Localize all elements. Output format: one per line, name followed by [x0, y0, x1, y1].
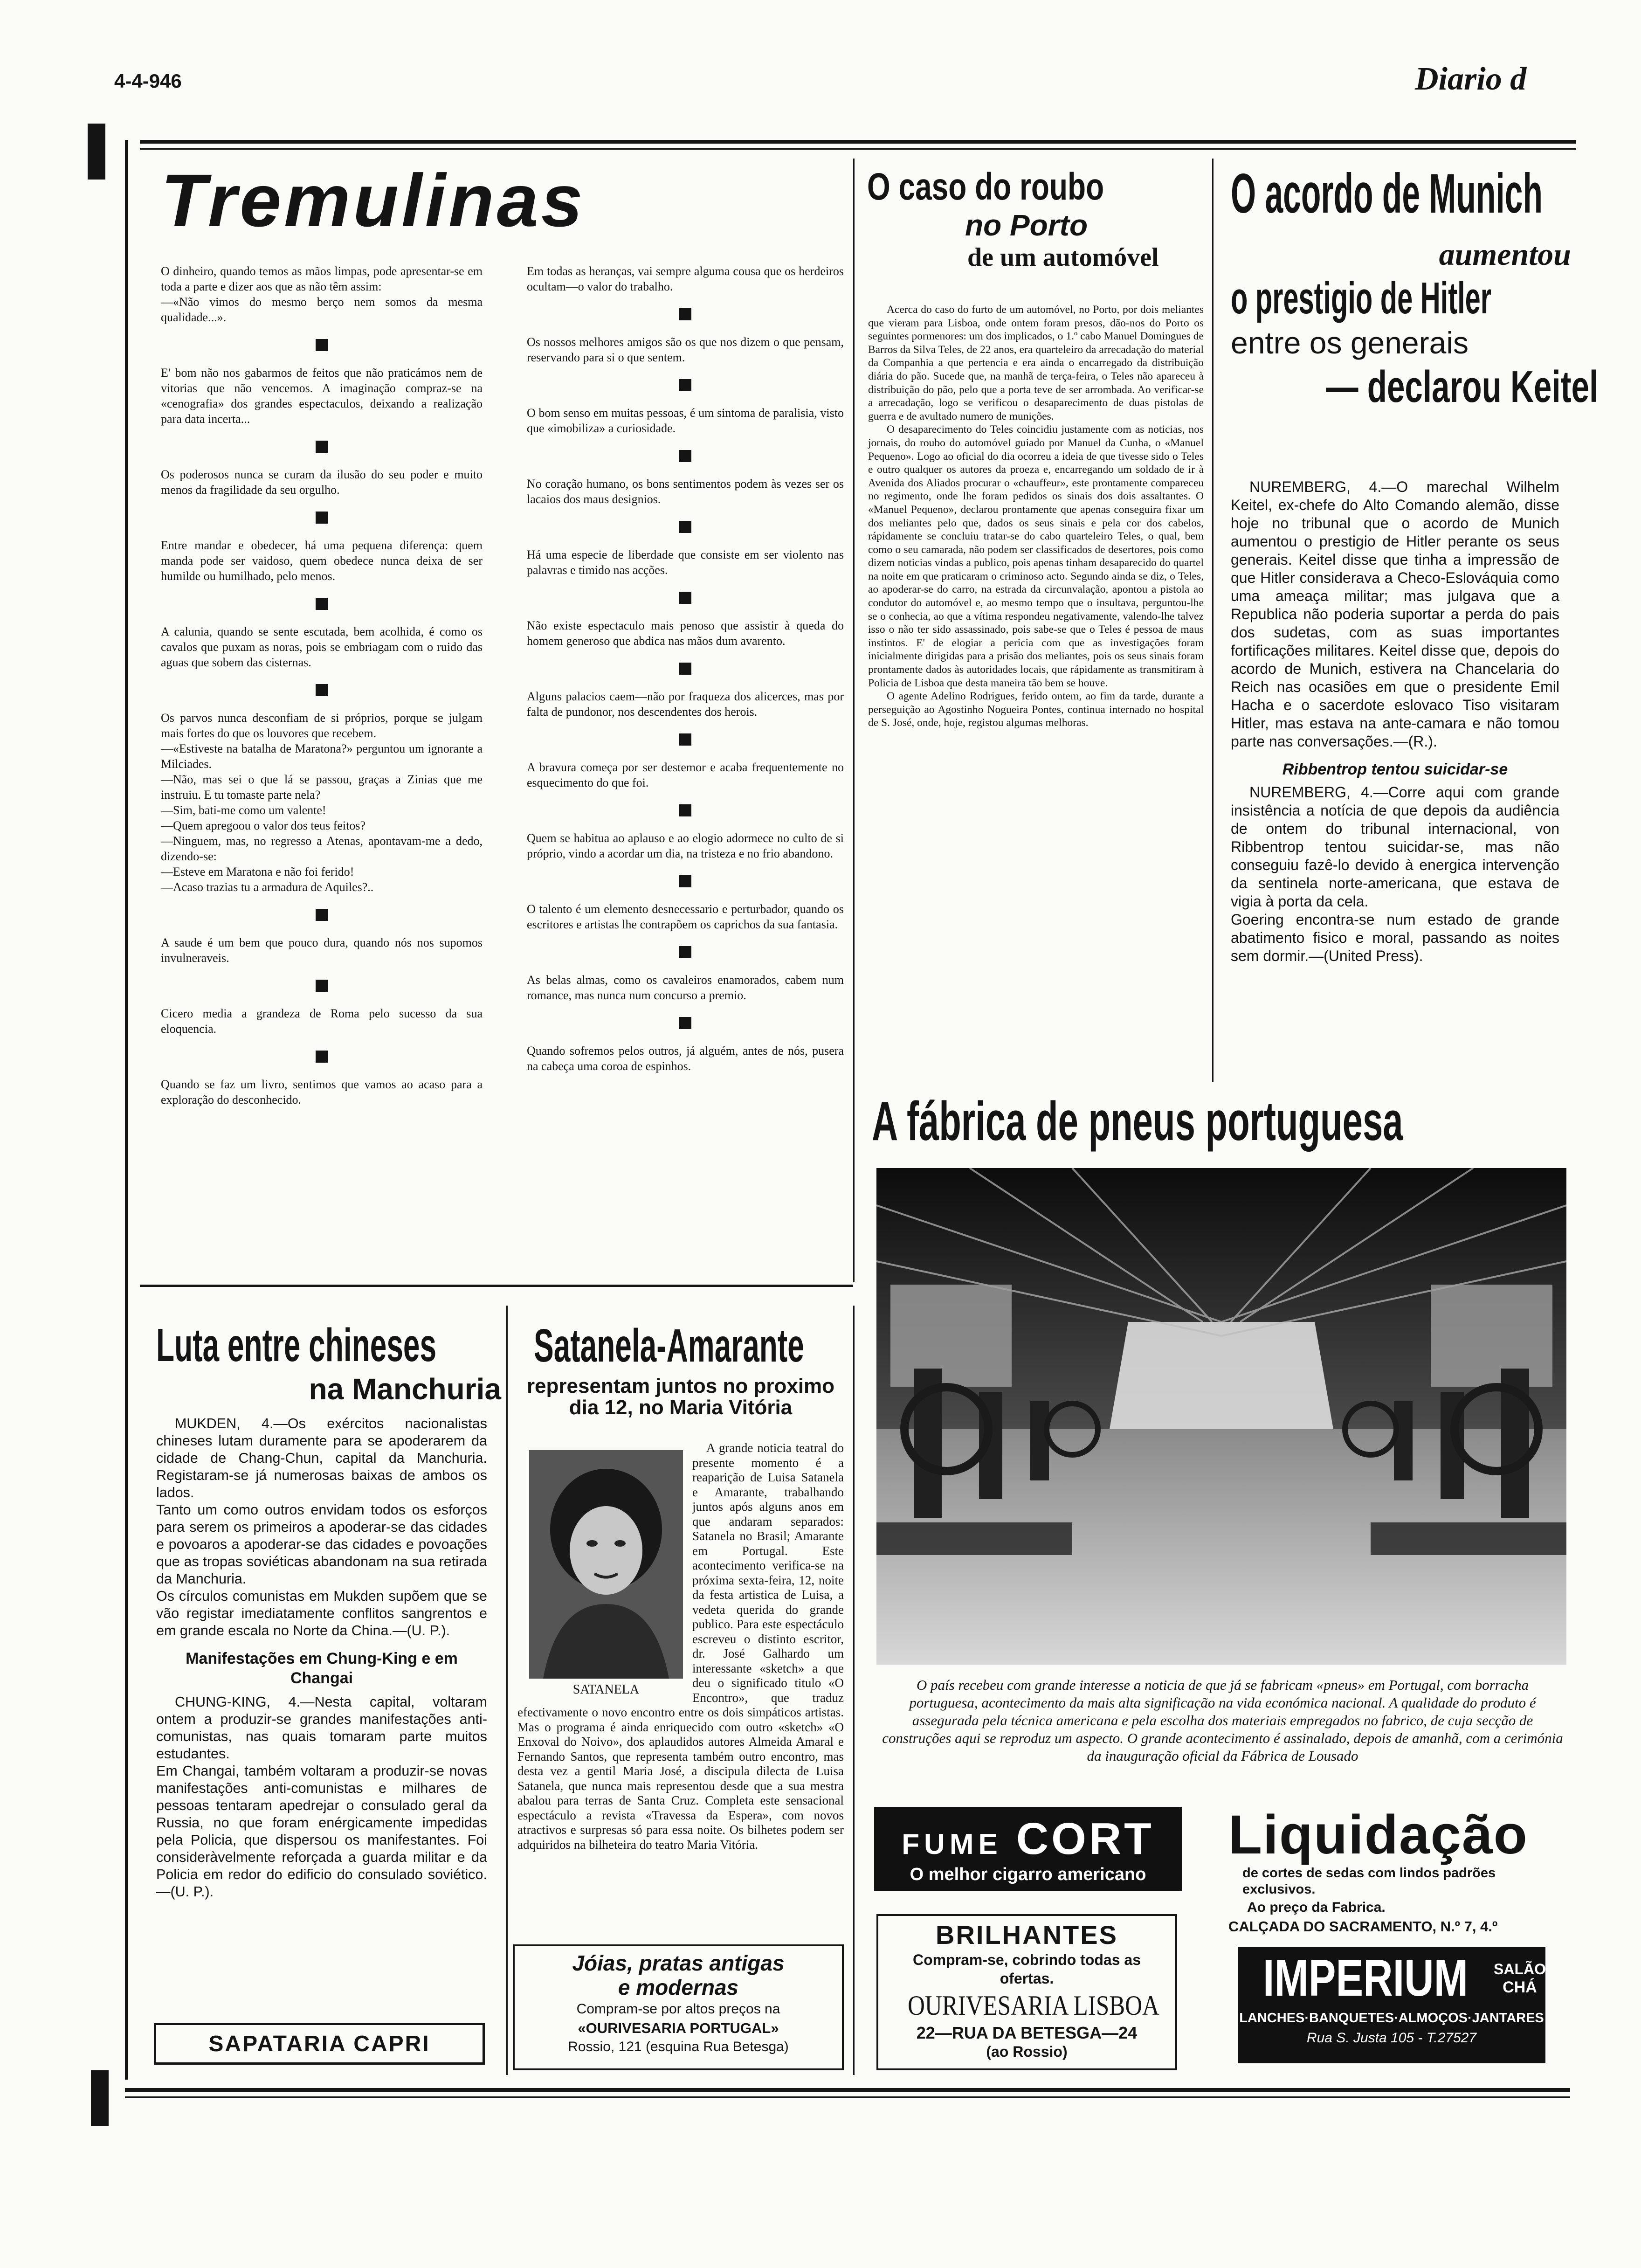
cort-ad — [874, 1807, 1182, 1891]
aphorism: Os poderosos nunca se curam da ilusão do seu poder e muito menos da fragilidade da seu orgulho. — [161, 468, 483, 497]
aphorism: Alguns palacios caem—não por fraqueza dos alicerces, mas por falta de pundonor, nos descendentes dos herois. — [527, 690, 844, 719]
aphorism: Entre mandar e obedecer, há uma pequena diferença: quem manda pode ser vaidoso, quem obedece nunca deixa de ser humilde ou humilhado, pelo menos. — [161, 539, 483, 583]
joias-line3: Compram-se por altos preços na — [576, 2001, 780, 2017]
factory-photo-caption: O país recebeu com grande interesse a noticia de que já se fabricam «pneus» em Portugal, com borracha portuguesa, acontecimento da mais alta significação na vida económica nacional. A qualidade do produto é assegurada pela técnica americana e pela escolha dos materiais empregados no fabrico, de cuja secção de construções aqui se reproduz um aspecto. O grande acontecimento é assinalado, depois de amanhã, com a cerimónia da inauguração oficial da Fábrica de Lousado — [882, 1677, 1563, 1764]
brilhantes-line1: Compram-se, cobrindo todas as ofertas. — [913, 1951, 1141, 1987]
aphorism: Cicero media a grandeza de Roma pelo sucesso da sua eloquencia. — [161, 1007, 483, 1036]
bullet-separator — [316, 684, 328, 696]
imperium-services: LANCHES·BANQUETES·ALMOÇOS·JANTARES — [1239, 2011, 1544, 2026]
munich-title-line3: o prestigio de Hitler — [1231, 273, 1491, 323]
aphorism: E' bom não nos gabarmos de feitos que não praticámos nem de vitorias que não vencemos. A imaginação compraz-se na «cenografia» dos grandes espectaculos, deixando a realização para data incerta... — [161, 366, 483, 426]
masthead: Diario d — [1415, 61, 1527, 97]
column-rule-4 — [853, 1306, 855, 2075]
bullet-separator — [679, 804, 691, 816]
satanela-article — [517, 1441, 844, 1852]
aphorism: Há uma especie de liberdade que consiste em ser violento nas palavras e timido nas acções. — [527, 548, 844, 577]
imperium-address: Rua S. Justa 105 - T.27527 — [1306, 2030, 1477, 2046]
satanela-headline — [517, 1320, 844, 1418]
bullet-separator — [679, 663, 691, 675]
munich-title-line4: entre os generais — [1231, 325, 1469, 360]
liquidacao-line1: de cortes de sedas com lindos padrões exclusivos. — [1242, 1866, 1496, 1897]
bullet-separator — [316, 441, 328, 453]
imperium-salao-cha — [1494, 1960, 1546, 1997]
tremulinas-right-column — [527, 263, 844, 1074]
aphorism: Quando se faz um livro, sentimos que vamos ao acaso para a exploração do desconhecido. — [161, 1078, 483, 1106]
roubo-paragraph: O desaparecimento do Teles coincidiu justamente com as noticias, nos jornais, do roubo do automóvel guiado por Manuel da Cunha, o «Manuel Pequeno». Logo ao oficial do dia ocorreu a ideia de que tivesse sido o Teles e outro qualquer os autores da proeza e, encarregando um soldado de ir à Avenida dos Aliados procurar o «chauffeur», este prontamente compareceu no regimento, onde lhe foram pedidos os sinais dos dois assaltantes. O «Manuel Pequeno», declarou prontamente que apenas conseguira fixar um dos meliantes pelo que, dados os seus sinais e pela cor dos cabelos, rápidamente se concluiu tratar-se do cabo quarteleiro Teles, o qual, bem como o seu camarada, não podem ser classificados de desertores, pois como dizem noticias vindas a publico, pois apenas tinham desaparecido do quartel na noite em que praticaram o criminoso acto. Segundo ainda se diz, o Teles, ao apoderar-se do carro, na estrada da circunvalação, apontou a pistola ao condutor do automóvel e, ao mesmo tempo que o insultava, perguntou-lhe se o conhecia, ao que a vítima respondeu negativamente, valendo-lhe talvez isso o não ter sido assassinado, pois sabe-se que o Teles é pessoa de maus instintos. E' de elogiar a pericia com que as investigações foram inicialmente dirigidas para a prisão dos meliantes, pois os seus sinais foram prontamente dados às autoridades locais, que rápidamente as transmitiram à Policia de Lisboa que desta maneira tão bem se houve. — [868, 423, 1204, 689]
liquidacao-ad — [1228, 1805, 1564, 1936]
top-rule — [140, 140, 1576, 144]
capri-ad — [154, 2023, 485, 2065]
aphorism: —«Não vimos do mesmo berço nem somos da mesma qualidade...». — [161, 295, 483, 324]
aphorism: A calunia, quando se sente escutada, bem acolhida, é como os cavalos que puxam as noras, pois se embriagam com o ruido das aguas que sobem das cisternas. — [161, 625, 483, 669]
factory-photo — [876, 1168, 1566, 1665]
cort-brand: CORT — [1016, 1814, 1154, 1864]
bullet-separator — [679, 946, 691, 958]
aphorism: O dinheiro, quando temos as mãos limpas, pode apresentar-se em toda a parte e dizer aos que as não têm assim: — [161, 264, 483, 293]
munich-title-line1: O acordo de Munich — [1231, 162, 1543, 225]
column-rule-1 — [853, 159, 855, 1282]
imperium-top — [1238, 1950, 1545, 2007]
bullet-separator — [679, 1017, 691, 1029]
capri-ad-text: SAPATARIA CAPRI — [208, 2031, 430, 2056]
satanela-paragraph: A grande noticia teatral do presente momento é a reaparição de Luisa Satanela e Amarante, trabalhando juntos após alguns anos em que andaram separados: Satanela no Brasil; Amarante em Portugal. Este acontecimento verifica-se na próxima sexta-feira, 12, noite da festa artistica de Luisa, a vedeta querida do grande publico. Para este espectáculo escreveu o distinto escritor, dr. José Galhardo um interessante «sketch» a que deu o significado titulo «O Encontro», que traduz efectivamente o novo encontro entre os dois simpáticos artistas. Mas o programa é ainda enriquecido com outro «sketch» «O Enxoval do Noivo», dos aplaudidos autores Almeida Amaral e Fernando Santos, que representa também outro encontro, mas desta vez a gentil Maria José, a discipula dilecta de Luisa Satanela, que nunca mais representou desde que a sua mestra abalou para terras de Santa Cruz. Completa este sensacional espectáculo a revista «Travessa da Espera», com novos atractivos e surpresas só para essa noite. Os bilhetes podem ser adquiridos na bilheteira do teatro Maria Vitória. — [517, 1441, 844, 1852]
aphorism: Os parvos nunca desconfiam de si próprios, porque se julgam mais fortes do que os louvores que recebem. —«Estiveste na batalha de Maratona?» perguntou um ignorante a Milciades. —Não, mas sei o que lá se passou, graças a Zinias que me instruiu. E tu tomaste parte nela? —Sim, bati-me como um valente! —Quem apregoou o valor dos teus feitos? —Ninguem, mas, no regresso a Atenas, apontavam-me a dedo, dizendo-se: —Esteve em Maratona e não foi ferido! —Acaso trazias tu a armadura de Aquiles?.. — [161, 711, 483, 894]
bullet-separator — [679, 308, 691, 320]
bullet-separator — [679, 875, 691, 887]
roubo-paragraph: Acerca do caso do furto de um automóvel, no Porto, por dois meliantes que vieram para Lisboa, onde ontem foram presos, dão-nos do Porto os seguintes pormenores: um dos implicados, o 1.º cabo Manuel Domingues de Barros da Silva Teles, de 22 anos, era quarteleiro da arrecadação do material da Companhia a que pertencia e era ainda o encarregado da distribuição diária do pão. Sucede que, na manhã de terça-feira, o Teles não apareceu à distribuição do pão, pelo que a porta teve de ser arrombada. Ao verificar-se a arrecadação, logo se verificou o desaparecimento de duas pistolas de guerra e de avultado numero de munições. — [868, 304, 1204, 422]
aphorism: O bom senso em muitas pessoas, é um sintoma de paralisia, visto que «imobiliza» a curiosidade. — [527, 406, 844, 435]
satanela-subtitle: representam juntos no proximo dia 12, no Maria Vitória — [526, 1375, 835, 1419]
liquidacao-line2: Ao preço da Fabrica. — [1247, 1900, 1386, 1915]
luta-title-line2: na Manchuria — [309, 1372, 501, 1406]
brilhantes-ad — [876, 1914, 1177, 2070]
imperium-ad — [1238, 1947, 1545, 2063]
joias-line5: Rossio, 121 (esquina Rua Betesga) — [568, 2039, 789, 2054]
aphorism: No coração humano, os bons sentimentos podem às vezes ser os lacaios dos maus designios. — [527, 477, 844, 506]
bullet-separator — [679, 379, 691, 391]
luta-subhead: Manifestações em Chung-King e em Changai — [186, 1650, 458, 1687]
roubo-headline — [867, 166, 1203, 273]
left-rule — [125, 140, 128, 2080]
tremulinas-title: Tremulinas — [161, 159, 586, 242]
liquidacao-line3: CALÇADA DO SACRAMENTO, N.º 7, 4.º — [1228, 1918, 1498, 1935]
aphorism: A bravura começa por ser destemor e acaba frequentemente no esquecimento do que foi. — [527, 761, 844, 789]
aphorism: A saude é um bem que pouco dura, quando nós nos supomos invulneraveis. — [161, 936, 483, 965]
brilhantes-note: (ao Rossio) — [986, 2043, 1068, 2060]
cort-tagline: O melhor cigarro americano — [910, 1865, 1146, 1884]
roubo-article — [868, 303, 1204, 730]
bullet-separator — [679, 450, 691, 462]
roubo-paragraph: O agente Adelino Rodrigues, ferido ontem, ao fim da tarde, durante a perseguição ao Agostinho Nogueira Pontes, continua internado no hospital de S. José, onde, hoje, registou algumas melhoras. — [868, 690, 1204, 729]
aphorism: O talento é um elemento desnecessario e perturbador, quando os escritores e artistas lhe contrapõem os caprichos da sua fantasia. — [527, 902, 844, 931]
bottom-rule-thin — [125, 2096, 1570, 2098]
imperium-salao: SALÃO — [1494, 1961, 1546, 1978]
joias-line4: «OURIVESARIA PORTUGAL» — [578, 2020, 779, 2036]
munich-headline — [1231, 161, 1599, 413]
imperium-name: IMPERIUM — [1263, 1950, 1468, 2007]
satanela-title: Satanela-Amarante — [534, 1320, 804, 1372]
aphorism: Em todas as heranças, vai sempre alguma cousa que os herdeiros ocultam—o valor do trabalho. — [527, 264, 844, 293]
bullet-separator — [316, 980, 328, 992]
munich-paragraph: NUREMBERG, 4.—O marechal Wilhelm Keitel, ex-chefe do Alto Comando alemão, disse hoje no tribunal que o acordo de Munich aumentou o prestigio de Hitler perante os seus generais. Keitel disse que tinha a impressão de que Hitler considerava a Checo-Eslováquia como uma ameaça militar; mas julgava que a Republica não poderia suportar a perda do pais dos sudetas, com as suas importantes fortificações militares. Keitel disse que, depois do acordo de Munich, estivera na Chancelaria do Reich nas ocasiões em que o presidente Emil Hacha e o sacerdote eslovaco Tiso visitaram Hitler, mas estava na ante-camara e não tomou parte nas conversações.—(R.). — [1231, 478, 1559, 750]
munich-title-line2: aumentou — [1439, 236, 1571, 272]
joias-line1: Jóias, pratas antigas — [572, 1951, 785, 1975]
photo-float-space — [517, 1441, 692, 1702]
aphorism: Quando sofremos pelos outros, já alguém, antes de nós, pusera na cabeça uma coroa de espinhos. — [527, 1044, 844, 1073]
munich-paragraph: NUREMBERG, 4.—Corre aqui com grande insistência a notícia de que depois da audiência de ontem do tribunal internacional, von Ribbentrop tentou suicidar-se, mas não conseguiu fazê-lo devido à energica intervenção da sentinela norte-americana, que estava de vigia à porta da cela. Goering encontra-se num estado de grande abatimento fisico e moral, passando as noites sem dormir.—(United Press). — [1231, 784, 1559, 964]
bullet-separator — [316, 512, 328, 524]
bullet-separator — [316, 909, 328, 921]
joias-line2: e modernas — [618, 1975, 739, 1999]
satanela-photo-caption: SATANELA — [572, 1682, 640, 1697]
left-thick-bar-bottom — [91, 2070, 109, 2126]
horizontal-rule-mid — [140, 1285, 853, 1287]
luta-paragraph: MUKDEN, 4.—Os exércitos nacionalistas chineses lutam duramente para se apoderarem da cidade de Chang-Chun, capital da Manchuria. Registaram-se já numerosas baixas de ambos os lados. Tanto um como outros envidam todos os esforços para serem os primeiros a apoderar-se das cidades e povoaros a apoderar-se das cidades e povoações que as tropas soviéticas abandonam na sua retirada da Manchuria. Os círculos comunistas em Mukden supõem que se vão registar imediatamente conflitos sangrentos e em grande escala no Norte da China.—(U. P.). — [156, 1416, 487, 1639]
bullet-separator — [679, 521, 691, 533]
munich-article — [1231, 478, 1559, 965]
left-thick-bar-top — [88, 124, 105, 180]
roubo-title-line2: no Porto — [965, 208, 1088, 242]
top-rule-thin — [140, 148, 1576, 150]
bullet-separator — [316, 598, 328, 610]
joias-ad — [513, 1944, 844, 2070]
brilhantes-address: 22—RUA DA BETESGA—24 — [916, 2023, 1138, 2042]
cort-fume: FUME — [902, 1828, 1002, 1860]
brilhantes-title: BRILHANTES — [936, 1920, 1118, 1950]
munich-subhead: Ribbentrop tentou suicidar-se — [1282, 761, 1508, 778]
aphorism: Quem se habitua ao aplauso e ao elogio adormece no culto de si próprio, vindo a acordar um dia, na tristeza e no frio abandono. — [527, 831, 844, 860]
bullet-separator — [316, 1051, 328, 1063]
bullet-separator — [679, 592, 691, 604]
munich-title-line5: — declarou Keitel — [1326, 362, 1599, 412]
luta-headline — [156, 1320, 501, 1407]
bullet-separator — [679, 733, 691, 746]
imperium-cha: CHÁ — [1503, 1978, 1537, 1996]
roubo-title-line1: O caso do roubo — [867, 166, 1104, 208]
luta-title-line1: Luta entre chineses — [156, 1319, 437, 1371]
aphorism: Os nossos melhores amigos são os que nos dizem o que pensam, reservando para si o que sentem. — [527, 335, 844, 364]
factory-photo-illustration — [876, 1168, 1566, 1665]
column-rule-3 — [506, 1306, 508, 2075]
bottom-rule — [125, 2088, 1570, 2092]
aphorism: Não existe espectaculo mais penoso que assistir à queda do homem generoso que abdica nas mãos dum avarento. — [527, 619, 844, 648]
aphorism: As belas almas, como os cavaleiros enamorados, cabem num romance, mas nunca num concurso a premio. — [527, 973, 844, 1002]
fabrica-title: A fábrica de pneus portuguesa — [872, 1091, 1403, 1152]
page-date: 4-4-946 — [114, 70, 182, 92]
luta-paragraph: CHUNG-KING, 4.—Nesta capital, voltaram ontem a produzir-se grandes manifestações anti-comunistas, nas quais tomaram parte muitos estudantes. Em Changai, também voltaram a produzir-se novas manifestações anti-comunistas e milhares de pessoas tentaram apedrejar o consulado geral da Russia, no que foram enérgicamente impedidas pela Policia, que dispersou os manifestantes. Foi consideràvelmente reforçada a guarda militar e da Policia em redor do edificio do consulado soviético.—(U. P.). — [156, 1694, 487, 1900]
column-rule-2 — [1212, 159, 1214, 1082]
bullet-separator — [316, 339, 328, 351]
brilhantes-shop: OURIVESARIA LISBOA — [908, 1990, 1159, 2021]
cort-ad-top — [877, 1813, 1179, 1865]
roubo-title-line3: de um automóvel — [967, 243, 1159, 272]
luta-article — [156, 1415, 487, 1901]
liquidacao-title: Liquidação — [1228, 1804, 1528, 1866]
tremulinas-left-column — [161, 263, 483, 1107]
